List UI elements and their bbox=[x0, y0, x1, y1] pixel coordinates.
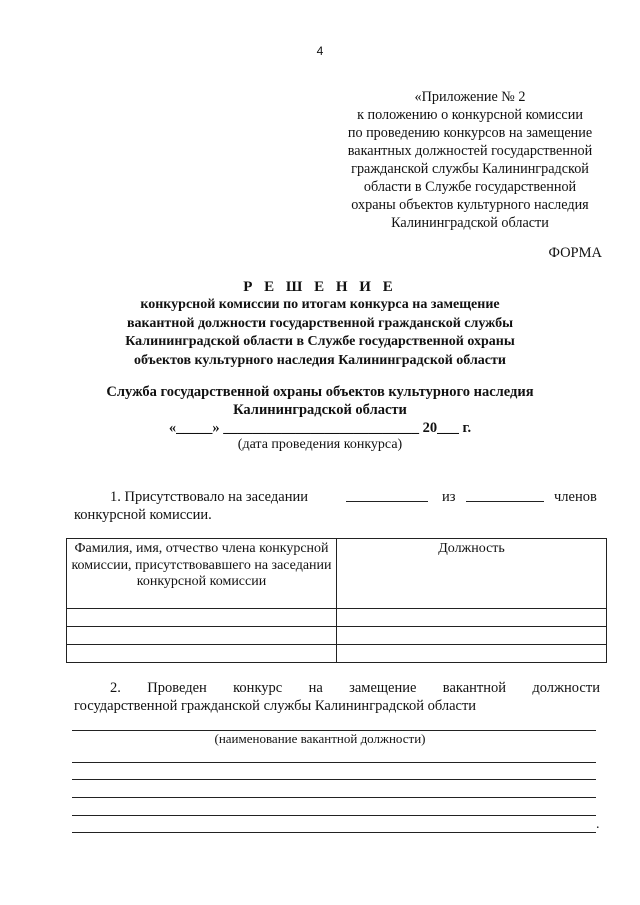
blank-line[interactable] bbox=[72, 832, 596, 833]
blank-line[interactable] bbox=[72, 797, 596, 798]
document-title: Р Е Ш Е Н И Е bbox=[243, 279, 397, 295]
date-caption: (дата проведения конкурса) bbox=[237, 437, 403, 452]
section2-word: должности bbox=[532, 680, 600, 696]
appendix-header bbox=[300, 88, 640, 232]
table-cell[interactable] bbox=[337, 645, 607, 663]
table-cell[interactable] bbox=[67, 609, 337, 627]
section2-word: 2. bbox=[110, 680, 121, 696]
appendix-line: области в Службе государственной bbox=[363, 179, 577, 195]
blank-line[interactable] bbox=[72, 815, 596, 816]
form-label: ФОРМА bbox=[548, 245, 602, 261]
table-row bbox=[67, 627, 607, 645]
appendix-line: к положению о конкурсной комиссии bbox=[357, 107, 583, 123]
table-cell[interactable] bbox=[67, 627, 337, 645]
table-header-row bbox=[67, 539, 607, 609]
service-name bbox=[60, 383, 580, 419]
section2-line2: государственной гражданской службы Калининградской области bbox=[74, 698, 477, 714]
service-line: Калининградской области bbox=[233, 402, 407, 418]
table-row bbox=[67, 609, 607, 627]
section2-word: замещение bbox=[349, 680, 417, 696]
appendix-line: по проведению конкурсов на замещение bbox=[347, 125, 593, 141]
present-count-blank[interactable] bbox=[346, 501, 428, 502]
section2-word: конкурс bbox=[233, 680, 283, 696]
total-count-blank[interactable] bbox=[466, 501, 544, 502]
table-row bbox=[67, 645, 607, 663]
subtitle-line: вакантной должности государственной гражданской службы bbox=[126, 315, 514, 331]
appendix-line: Калининградской области bbox=[391, 215, 549, 231]
position-caption: (наименование вакантной должности) bbox=[214, 731, 426, 746]
subtitle-line: объектов культурного наследия Калининградской области bbox=[134, 352, 506, 368]
section1-line2: конкурсной комиссии. bbox=[74, 507, 212, 523]
section1-text: 1. Присутствовало на заседании bbox=[110, 489, 309, 505]
section2-word: вакантной bbox=[442, 680, 507, 696]
table-cell[interactable] bbox=[337, 609, 607, 627]
header-fio: Фамилия, имя, отчество члена конкурсной комиссии, присутствовавшего на заседании конкурсной комиссии bbox=[67, 539, 337, 609]
date-line: «_____» ___________________________ 20___ г. bbox=[168, 420, 472, 436]
subtitle-line: Калининградской области в Службе государственной охраны bbox=[125, 334, 515, 349]
service-line: Служба государственной охраны объектов культурного наследия bbox=[106, 384, 534, 400]
appendix-line: вакантных должностей государственной bbox=[347, 143, 593, 159]
section2-word: Проведен bbox=[147, 680, 207, 696]
section1-members: членов bbox=[554, 489, 597, 505]
table-cell[interactable] bbox=[67, 645, 337, 663]
appendix-line: «Приложение № 2 bbox=[414, 89, 526, 105]
header-position: Должность bbox=[337, 539, 607, 609]
blank-line[interactable] bbox=[72, 779, 596, 780]
blank-line[interactable] bbox=[72, 762, 596, 763]
document-subtitle bbox=[60, 296, 580, 370]
section2-word: на bbox=[308, 680, 323, 696]
appendix-line: гражданской службы Калининградской bbox=[351, 161, 589, 177]
end-mark: . bbox=[596, 817, 600, 832]
page-number: 4 bbox=[316, 44, 324, 58]
section1-of: из bbox=[442, 489, 456, 505]
subtitle-line: конкурсной комиссии по итогам конкурса на замещение bbox=[140, 297, 500, 312]
appendix-line: охраны объектов культурного наследия bbox=[351, 197, 589, 213]
section2-line1 bbox=[110, 680, 600, 697]
table-cell[interactable] bbox=[337, 627, 607, 645]
members-table bbox=[66, 538, 607, 663]
